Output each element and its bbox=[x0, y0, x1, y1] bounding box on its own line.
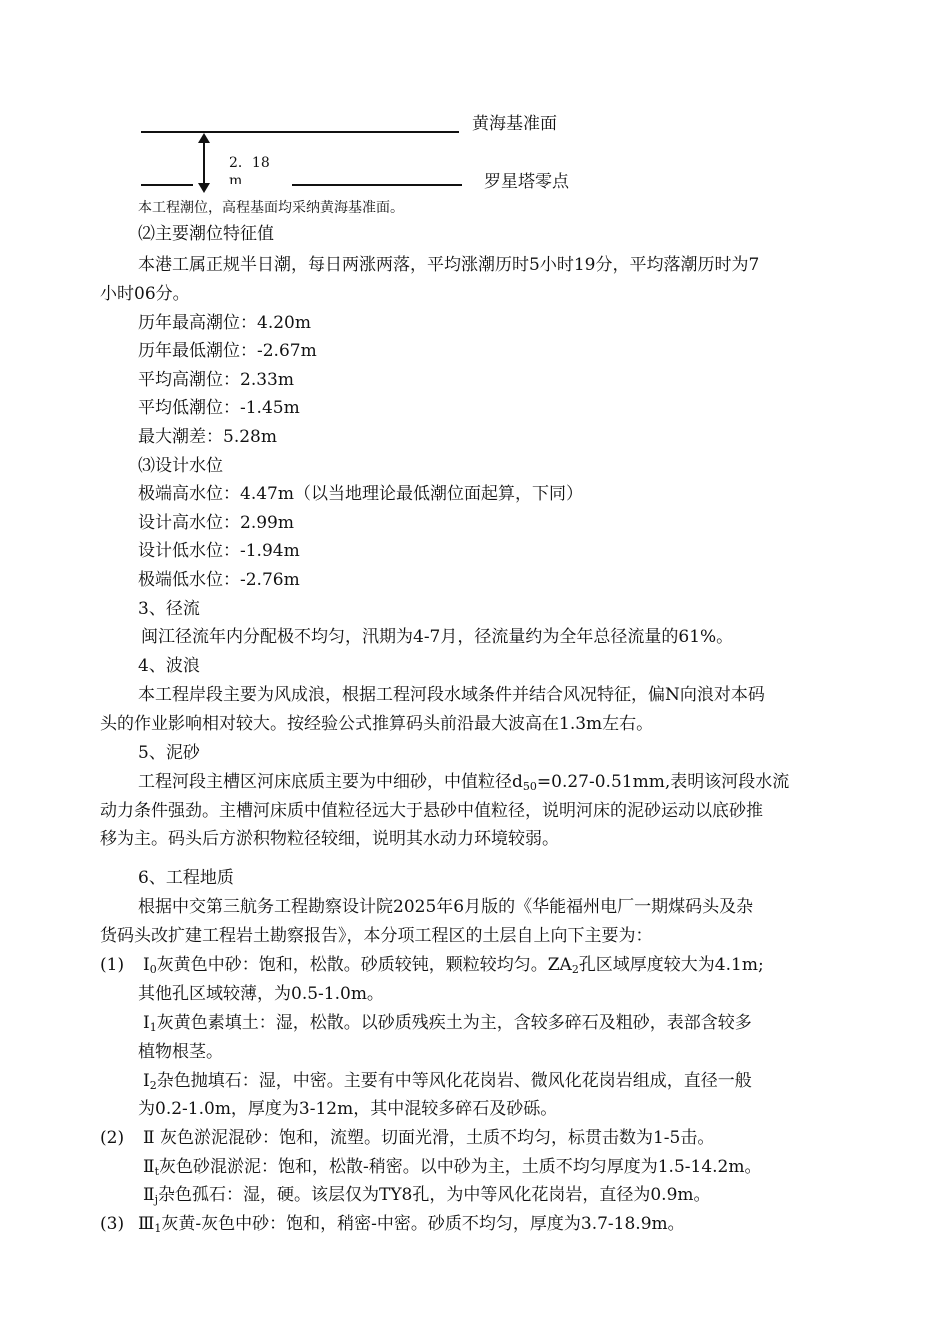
tide-item: 平均高潮位：2.33m bbox=[138, 370, 294, 390]
paragraph-line: 本工程岸段主要为风成浪，根据工程河段水域条件并结合风况特征，偏N向浪对本码 bbox=[138, 685, 765, 705]
paragraph-line-d50 bbox=[138, 772, 789, 792]
paragraph-line: 移为主。码头后方淤积物粒径较细，说明其水动力环境较弱。 bbox=[100, 829, 559, 849]
layer-text: 灰黄-灰色中砂：饱和，稍密-中密。砂质不均匀，厚度为3.7-18.9m。 bbox=[161, 1214, 685, 1234]
list-marker-1: (1) bbox=[100, 955, 125, 975]
soil-layer-I1 bbox=[143, 1013, 752, 1033]
layer-subscript: 2 bbox=[149, 1079, 157, 1092]
roman-numeral: Ⅰ bbox=[143, 1013, 150, 1033]
paragraph-line: 为0.2-1.0m，厚度为3-12m，其中混较多碎石及砂砾。 bbox=[138, 1099, 558, 1119]
roman-numeral: Ⅱ bbox=[143, 1185, 155, 1205]
water-level-item: 极端高水位：4.47m（以当地理论最低潮位面起算，下同） bbox=[138, 484, 583, 504]
soil-layer-I0 bbox=[143, 955, 764, 975]
soil-layer-II bbox=[143, 1128, 714, 1148]
paragraph-line: 其他孔区域较薄，为0.5-1.0m。 bbox=[138, 984, 384, 1004]
datum-diff-value: 2．18 bbox=[229, 155, 270, 171]
arrow-down-icon bbox=[198, 183, 210, 193]
layer-subscript: j bbox=[154, 1193, 158, 1206]
datum-diff-unit: m bbox=[229, 174, 243, 184]
datum-line-top bbox=[141, 131, 459, 133]
roman-numeral: Ⅱ bbox=[143, 1157, 155, 1177]
paragraph-line: 植物根茎。 bbox=[138, 1042, 223, 1062]
paragraph-line: 闽江径流年内分配极不均匀，汛期为4-7月，径流量约为全年总径流量的61%。 bbox=[141, 627, 734, 647]
layer-subscript: 1 bbox=[149, 1021, 157, 1034]
paragraph-line: 本港工属正规半日潮，每日两涨两落，平均涨潮历时5小时19分，平均落潮历时为7 bbox=[138, 255, 760, 275]
layer-text: 孔区域厚度较大为4.1m; bbox=[578, 955, 764, 975]
d50-symbol: d bbox=[512, 772, 523, 792]
roman-numeral: Ⅱ bbox=[143, 1128, 155, 1148]
layer-text: 灰色淤泥混砂：饱和，流塑。切面光滑，土质不均匀，标贯击数为1-5击。 bbox=[159, 1128, 715, 1148]
tide-item: 历年最低潮位：-2.67m bbox=[138, 341, 317, 361]
paragraph-text: 工程河段主槽区河床底质主要为中细砂，中值粒径 bbox=[138, 772, 512, 792]
paragraph-line: 小时06分。 bbox=[100, 284, 190, 304]
heading-design-water-level: ⑶设计水位 bbox=[138, 456, 223, 476]
paragraph-line: 货码头改扩建工程岩土勘察报告》，本分项工程区的土层自上向下主要为： bbox=[100, 926, 653, 946]
paragraph-line: 动力条件强劲。主槽河床质中值粒径远大于悬砂中值粒径，说明河床的泥砂运动以底砂推 bbox=[100, 801, 763, 821]
datum-line-bottom-right bbox=[292, 184, 462, 186]
tide-item: 最大潮差：5.28m bbox=[138, 427, 277, 447]
layer-text: 灰黄色中砂：饱和，松散。砂质较钝，颗粒较均匀。ZA bbox=[156, 955, 572, 975]
roman-numeral: Ⅲ bbox=[138, 1214, 155, 1234]
za-subscript: 2 bbox=[571, 963, 579, 976]
paragraph-line: 头的作业影响相对较大。按经验公式推算码头前沿最大波高在1.3m左右。 bbox=[100, 714, 654, 734]
soil-layer-IIt bbox=[143, 1157, 761, 1177]
d50-range: =0.27-0.51mm,表明该河段水流 bbox=[536, 772, 790, 792]
water-level-item: 设计高水位：2.99m bbox=[138, 513, 294, 533]
heading-geology: 6、工程地质 bbox=[138, 868, 234, 888]
soil-layer-III1 bbox=[138, 1214, 685, 1234]
arrow-shaft bbox=[203, 141, 205, 183]
layer-subscript: 0 bbox=[149, 963, 157, 976]
heading-runoff: 3、径流 bbox=[138, 599, 200, 619]
soil-layer-IIj bbox=[143, 1185, 711, 1205]
heading-sediment: 5、泥砂 bbox=[138, 743, 200, 763]
datum-label-top: 黄海基准面 bbox=[472, 114, 557, 134]
heading-waves: 4、波浪 bbox=[138, 656, 200, 676]
soil-layer-I2 bbox=[143, 1071, 752, 1091]
roman-numeral: Ⅰ bbox=[143, 1071, 150, 1091]
layer-text: 杂色抛填石：湿，中密。主要有中等风化花岗岩、微风化花岗岩组成，直径一般 bbox=[156, 1071, 752, 1091]
water-level-item: 设计低水位：-1.94m bbox=[138, 541, 300, 561]
list-marker-2: (2) bbox=[100, 1128, 125, 1148]
roman-numeral: Ⅰ bbox=[143, 955, 150, 975]
layer-subscript: t bbox=[154, 1165, 159, 1178]
layer-text: 杂色孤石：湿，硬。该层仅为TY8孔，为中等风化花岗岩，直径为0.9m。 bbox=[157, 1185, 711, 1205]
water-level-item: 极端低水位：-2.76m bbox=[138, 570, 300, 590]
datum-line-bottom-left bbox=[141, 184, 193, 186]
layer-text: 灰色砂混淤泥：饱和，松散-稍密。以中砂为主，土质不均匀厚度为1.5-14.2m。 bbox=[158, 1157, 762, 1177]
d50-subscript: 50 bbox=[522, 780, 537, 793]
layer-subscript: 1 bbox=[154, 1222, 162, 1235]
paragraph-line: 根据中交第三航务工程勘察设计院2025年6月版的《华能福州电厂一期煤码头及杂 bbox=[138, 897, 754, 917]
tide-item: 平均低潮位：-1.45m bbox=[138, 398, 300, 418]
layer-text: 灰黄色素填土：湿，松散。以砂质残疾土为主，含较多碎石及粗砂，表部含较多 bbox=[156, 1013, 752, 1033]
datum-label-bottom: 罗星塔零点 bbox=[484, 172, 569, 192]
tide-item: 历年最高潮位：4.20m bbox=[138, 313, 311, 333]
list-marker-3: (3) bbox=[100, 1214, 125, 1234]
heading-tide-values: ⑵主要潮位特征值 bbox=[138, 224, 274, 244]
datum-note: 本工程潮位，高程基面均采纳黄海基准面。 bbox=[138, 200, 404, 216]
